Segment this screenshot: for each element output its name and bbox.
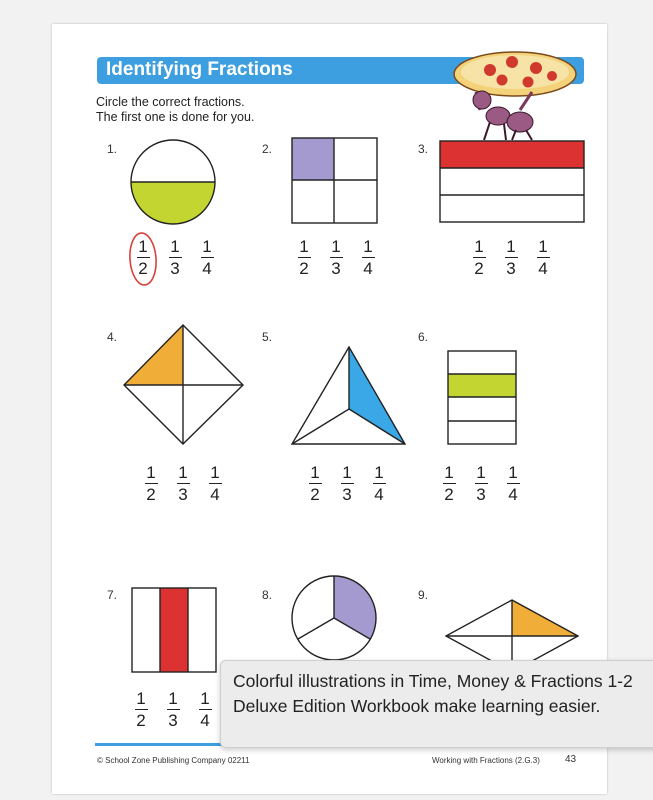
footer-copyright: © School Zone Publishing Company 02211 [97, 756, 250, 765]
figure-6-rectangle-quarters [448, 351, 516, 444]
page-number: 43 [565, 754, 577, 765]
problem-number: 4. [107, 330, 118, 344]
fraction-choice-1-2[interactable]: 1 2 [474, 237, 484, 279]
fraction-choice-1-4[interactable]: 1 4 [508, 463, 518, 505]
image-caption-tooltip [220, 660, 653, 748]
figure-7-square-thirds [132, 588, 216, 672]
figure-2-square-quarters [292, 138, 377, 223]
problem-number: 7. [107, 588, 118, 602]
problem-number: 5. [262, 330, 273, 344]
fraction-choice-1-2[interactable]: 1 2 [299, 237, 309, 279]
instruction-line-2: The first one is done for you. [96, 110, 255, 124]
instruction-line-1: Circle the correct fractions. [96, 95, 245, 109]
problem-number: 2. [262, 142, 273, 156]
figure-3-rectangle-thirds [440, 141, 584, 222]
fraction-choice-1-4[interactable]: 1 4 [363, 237, 373, 279]
fraction-choice-1-4[interactable]: 1 4 [210, 463, 220, 505]
ant-pizza-illustration [454, 52, 576, 140]
problem-number: 9. [418, 588, 429, 602]
tooltip-text: Colorful illustrations in Time, Money & Fractions 1-2 Deluxe Edition Workbook make learning easier. [233, 671, 633, 716]
fraction-choice-1-3[interactable]: 1 3 [476, 463, 486, 505]
fraction-choice-1-2[interactable]: 1 2 [136, 689, 146, 731]
figure-5-triangle-thirds [292, 347, 405, 444]
fraction-choice-1-3[interactable]: 1 3 [178, 463, 188, 505]
fraction-choice-1-4[interactable]: 1 4 [200, 689, 210, 731]
figure-1-circle-half [131, 140, 215, 224]
fraction-choice-1-2[interactable]: 1 2 [138, 237, 148, 279]
fraction-choice-1-2[interactable]: 1 2 [310, 463, 320, 505]
footer-standard: Working with Fractions (2.G.3) [432, 756, 540, 765]
fraction-choice-1-2[interactable]: 1 2 [146, 463, 156, 505]
problem-number: 3. [418, 142, 429, 156]
fraction-choice-1-3[interactable]: 1 3 [331, 237, 341, 279]
fraction-choice-1-3[interactable]: 1 3 [170, 237, 180, 279]
problem-number: 6. [418, 330, 429, 344]
figure-4-diamond-quarters [124, 325, 243, 444]
fraction-choice-1-3[interactable]: 1 3 [506, 237, 516, 279]
figure-8-circle-thirds [292, 576, 376, 660]
fraction-choice-1-4[interactable]: 1 4 [202, 237, 212, 279]
fraction-choice-1-4[interactable]: 1 4 [538, 237, 548, 279]
fraction-choice-1-3[interactable]: 1 3 [168, 689, 178, 731]
fraction-choice-1-2[interactable]: 1 2 [444, 463, 454, 505]
problem-number: 8. [262, 588, 273, 602]
fraction-choice-1-3[interactable]: 1 3 [342, 463, 352, 505]
page-title: Identifying Fractions [106, 59, 293, 80]
problem-number: 1. [107, 142, 118, 156]
fraction-choice-1-4[interactable]: 1 4 [374, 463, 384, 505]
